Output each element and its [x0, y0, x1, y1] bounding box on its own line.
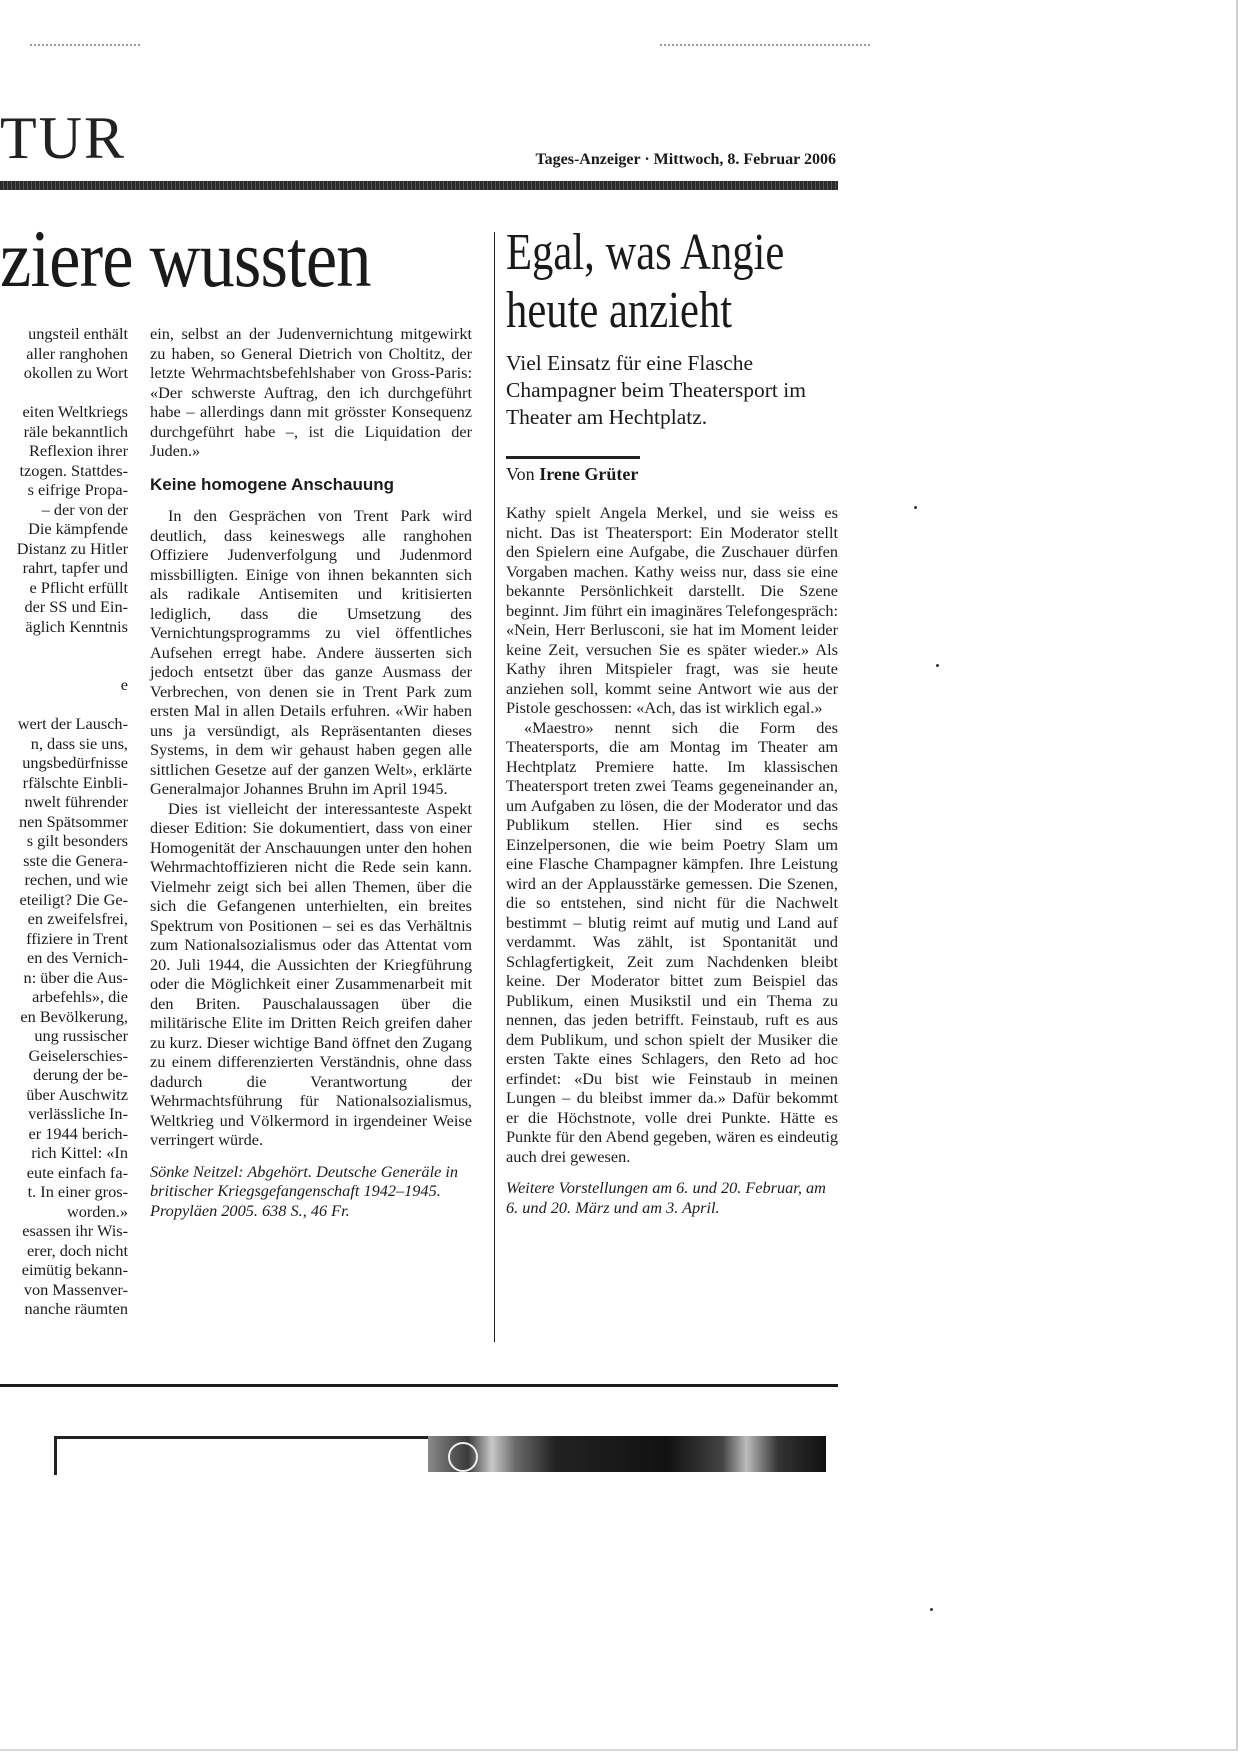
column-divider	[494, 232, 495, 1342]
column-line: en des Vernich-	[27, 948, 128, 967]
column-line: arbefehls», die	[32, 987, 128, 1006]
scan-speckle	[660, 44, 870, 46]
scan-dot	[936, 664, 939, 667]
byline-prefix: Von	[506, 464, 535, 484]
paragraph: ein, selbst an der Judenvernichtung mitgewirkt zu haben, so General Dietrich von Choltitz, der letzte Wehrmachtsbefehlshaber von Gross-Paris: «Der schwerste Auftrag, den ich durchgeführt habe – allerdings dann mit grösster Konsequenz durchgeführt habe –, ist die Liquidation der Juden.»	[150, 324, 472, 460]
column-line: Distanz zu Hitler	[16, 538, 128, 558]
left-headline: ziere wussten	[0, 213, 371, 304]
column-line: räle bekanntlich	[23, 421, 128, 441]
column-line: n: über die Aus-	[23, 967, 128, 987]
column-line: rich Kittel: «In	[31, 1143, 128, 1162]
column-line: nen Spätsommer	[19, 811, 128, 831]
column-line: rechen, und wie	[24, 870, 128, 889]
section-label: TUR	[0, 105, 126, 171]
column-line: n, dass sie uns,	[30, 733, 128, 753]
column-line: wert der Lausch-	[17, 714, 128, 733]
paragraph: «Maestro» nennt sich die Form des Theatersports, die am Montag im Theater am Hechtplatz Premiere hatte. Im klassischen Theatersport treten zwei Teams gegeneinander an, um Aufgaben zu lösen, die der Moderator und das Publikum stellen. Hier sind es sechs Einzelpersonen, die wie beim Poetry Slam um eine Flasche Champagner kämpfen. Ihre Leistung wird an der Applausstärke gemessen. Die Szenen, die so entstehen, sind nicht für die Nachwelt bestimmt – blutig reimt auf mutig und Land auf verdammt. Was zählt, ist Spontanität und Schlagfertigkeit, Zeit zum Nachdenken bleibt keine. Der Moderator bittet zum Beispiel das Publikum, einen Musikstil und ein Thema zu nennen, das jeden betrifft. Feinstaub, ruft es aus dem Publikum, und schon spielt der Musiker die ersten Takte eines Schlagers, den Reto ad hoc erfindet: «Du bist wie Feinstaub in meinen Lungen – du bleibst immer da.» Dafür bekommt er die Höchstnote, volle drei Punkte. Hätte es Punkte für den Abend gegeben, wären es eindeutig auch drei gewesen.	[506, 717, 838, 1166]
column-line: der SS und Ein-	[24, 597, 128, 616]
column-line: sste die Genera-	[23, 850, 128, 870]
column-line: rahrt, tapfer und	[22, 558, 128, 577]
paragraph: In den Gesprächen von Trent Park wird deutlich, dass keineswegs alle ranghohen Offiziere Judenverfolgung und Judenmord missbilligten. Einige von ihnen bekannten sich als radikale Antisemiten und kritisierten lediglich, dass die Umsetzung des Vernichtungsprogramms zu viel öffentliches Aufsehen erregt habe. Andere äusserten sich jedoch entsetzt über das ganze Ausmass der Verbrechen, von denen sie in Trent Park zum ersten Mal in allen Details erfuhren. «Wir haben uns ja versündigt, als Repräsentanten dieses Systems, in dem wir gehaust haben gegen alle sittlichen Gesetze auf der ganzen Welt», erklärte Generalmajor Johannes Bruhn im April 1945.	[150, 506, 472, 798]
column-line: verlässliche In-	[28, 1104, 128, 1123]
column-line: en Bevölkerung,	[20, 1006, 128, 1026]
column-line: ungsteil enthält	[28, 324, 128, 343]
paragraph: Kathy spielt Angela Merkel, und sie weiss es nicht. Das ist Theatersport: Ein Moderator stellt den Spielern eine Aufgabe, die Zuschauer dürfen Vorgaben machen. Kathy weiss nur, dass sie eine bekannte Persönlichkeit darstellt. Die Szene beginnt. Jim führt ein imaginäres Telefongespräch: «Nein, Herr Berlusconi, sie hat im Moment leider keine Zeit, versuchen Sie es später wieder.» Als Kathy ihren Mitspieler fragt, was sie heute anziehen soll, kommt seine Antwort wie aus der Pistole geschossen: «Ach, das ist wirklich egal.»	[506, 503, 838, 717]
column-line	[0, 383, 128, 403]
column-line	[0, 695, 128, 715]
performance-dates: Weitere Vorstellungen am 6. und 20. Februar, am 6. und 20. März und am 3. April.	[506, 1178, 826, 1217]
column-line: derung der be-	[33, 1065, 128, 1084]
column-line: Geiselerschies-	[28, 1045, 128, 1065]
column-line: t. In einer gros-	[27, 1182, 128, 1201]
column-line: eimütig bekann-	[21, 1260, 128, 1279]
column-line: aller ranghohen	[26, 343, 128, 363]
column-line: s eifrige Propa-	[27, 480, 128, 499]
column-line	[0, 636, 128, 656]
column-line: Reflexion ihrer	[28, 441, 128, 460]
column-line: äglich Kenntnis	[25, 616, 128, 636]
byline-author: Irene Grüter	[539, 464, 639, 484]
bottom-rule	[0, 1384, 838, 1387]
column-line: nanche räumten	[24, 1299, 128, 1318]
column-line: esassen ihr Wis-	[22, 1221, 128, 1240]
right-column	[506, 503, 838, 1217]
right-headline	[506, 224, 785, 340]
book-reference: Sönke Neitzel: Abgehört. Deutsche Generäle in britischer Kriegsgefangenschaft 1942–1945. Propyläen 2005. 638 S., 46 Fr.	[150, 1161, 459, 1220]
byline-rule	[506, 456, 640, 459]
right-headline-line: heute anzieht	[506, 282, 733, 339]
column-line: en zweifelsfrei,	[27, 909, 128, 928]
column-line: Die kämpfende	[28, 519, 128, 538]
column-line: worden.»	[66, 1201, 128, 1221]
right-headline-line: Egal, was Angie	[506, 224, 785, 281]
column-line: okollen zu Wort	[23, 363, 128, 382]
paragraph: Dies ist vielleicht der interessanteste Aspekt dieser Edition: Sie dokumentiert, dass von einer Homogenität der Anschauungen unter den hohen Wehrmachtoffizieren nicht die Rede sein kann. Vielmehr zeigt sich bei allen Themen, über die sich die Gefangenen unterhielten, ein breites Spektrum von Positionen – sei es das Verhältnis zum Nationalsozialismus oder das Attentat vom 20. Juli 1944, die Aussichten der Kriegführung oder die Möglichkeit einer Zusammenarbeit mit den Briten. Pauschalaussagen über die militärische Elite im Dritten Reich greifen daher zu kurz. Dieser wichtige Band öffnet den Zugang zu einem differenzierten Verständnis, ohne dass dadurch die Verantwortung der Wehrmachtsführung für Nationalsozialismus, Weltkrieg und Völkermord in irgendeiner Weise verringert würde.	[150, 798, 472, 1149]
scan-dot	[930, 1608, 933, 1611]
column-line: ung russischer	[34, 1026, 128, 1045]
column-line: über Auschwitz	[26, 1084, 128, 1104]
byline	[506, 464, 638, 485]
column-line: er 1944 berich-	[28, 1123, 128, 1143]
ad-photo	[428, 1436, 826, 1472]
scan-dot	[914, 506, 917, 509]
header-rule	[0, 181, 838, 190]
left-column-2	[150, 324, 472, 1220]
subheading: Keine homogene Anschauung	[150, 474, 395, 494]
column-line: eute einfach fa-	[26, 1162, 128, 1182]
column-line	[0, 656, 128, 676]
column-line: rfälschte Einbli-	[22, 772, 128, 792]
column-line: tzogen. Stattdes-	[19, 460, 128, 480]
column-line: s gilt besonders	[26, 831, 128, 850]
column-line: eiten Weltkriegs	[22, 402, 128, 421]
scan-speckle	[30, 44, 140, 46]
column-line: erer, doch nicht	[26, 1240, 128, 1260]
clock-icon	[448, 1442, 478, 1472]
column-line: von Massenver-	[23, 1279, 128, 1299]
column-line: – der von der	[41, 499, 128, 519]
column-line: ungsbedürfnisse	[22, 753, 128, 772]
deck: Viel Einsatz für eine Flasche Champagner beim Theatersport im Theater am Hechtplatz.	[506, 351, 806, 429]
ad-frame	[54, 1436, 435, 1475]
column-line: nwelt führender	[24, 792, 128, 811]
left-column-1	[0, 324, 128, 1319]
column-line: ffiziere in Trent	[26, 928, 128, 948]
column-line: e Pflicht erfüllt	[29, 577, 128, 597]
column-line: e	[120, 675, 128, 694]
masthead: Tages-Anzeiger · Mittwoch, 8. Februar 2006	[535, 151, 836, 168]
column-line: eteiligt? Die Ge-	[19, 889, 128, 909]
